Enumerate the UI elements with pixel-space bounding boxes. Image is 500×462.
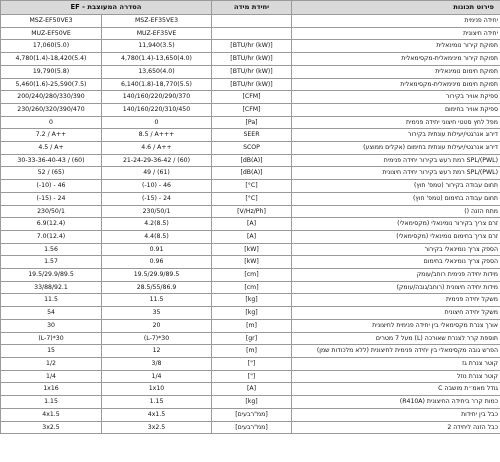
value-ef50: 3x2.5: [1, 421, 102, 434]
value-ef35: 230/50/1: [102, 205, 212, 218]
unit-cell: [BTU/hr (kW)]: [212, 78, 292, 91]
table-row: [1, 345, 500, 358]
value-ef35: MSZ-EF35VE3: [102, 15, 212, 28]
unit-cell: [kg]: [212, 307, 292, 320]
spec-body: [1, 15, 500, 434]
value-ef35: 1.15: [102, 396, 212, 409]
feature-cell: כבל הזנה ליחידה 2: [292, 421, 500, 434]
value-ef50: 1x16: [1, 383, 102, 396]
value-ef50: 6.9(12.4): [1, 218, 102, 231]
value-ef35: 4.2(8.5): [102, 218, 212, 231]
feature-cell: SPL/(PWL) רמת רעש בקירור יחידה חיצונית: [292, 167, 500, 180]
unit-cell: [dB(A)]: [212, 167, 292, 180]
unit-cell: [kg]: [212, 396, 292, 409]
table-row: [1, 180, 500, 193]
feature-cell: מפל לחץ סטטי חיצוני יחידה פנימית: [292, 116, 500, 129]
value-ef35: 19.5/29.9/89.5: [102, 269, 212, 282]
series-header: EF - הסדרה המעוצבת: [1, 1, 212, 15]
value-ef50: 30-33-36-40-43 / (60): [1, 154, 102, 167]
value-ef35: 140/160/220/310/450: [102, 103, 212, 116]
table-row: [1, 218, 500, 231]
table-row: [1, 383, 500, 396]
feature-cell: תפוקת קירור מינימאלית-מקסימאלית: [292, 53, 500, 66]
feature-cell: תוספת קרר לצנרת שאורכה (L) מעל 7 מטרים: [292, 332, 500, 345]
unit-cell: [ממ"רבעים]: [212, 408, 292, 421]
value-ef50: 200/240/280/330/390: [1, 91, 102, 104]
value-ef35: 8.5 / A+++: [102, 129, 212, 142]
table-row: [1, 319, 500, 332]
table-row: [1, 256, 500, 269]
feature-cell: קוטר צנרת גז: [292, 357, 500, 370]
value-ef35: 4x1.5: [102, 408, 212, 421]
table-row: [1, 53, 500, 66]
unit-cell: [cm]: [212, 269, 292, 282]
feature-cell: יחידה פנימית: [292, 15, 500, 28]
feature-cell: כמות קרר ביחידה החיצונית (R410A): [292, 396, 500, 409]
unit-cell: [kg]: [212, 294, 292, 307]
table-row: [1, 116, 500, 129]
unit-cell: SEER: [212, 129, 292, 142]
feature-cell: משקל יחידה פנימית: [292, 294, 500, 307]
unit-cell: SCOP: [212, 142, 292, 155]
value-ef35: (L-7)*30: [102, 332, 212, 345]
value-ef50: 30: [1, 319, 102, 332]
value-ef35: 4.4(8.5): [102, 230, 212, 243]
feature-cell: תחום עבודה בחימום (טמפ' חוץ): [292, 192, 500, 205]
unit-cell: [CFM]: [212, 103, 292, 116]
value-ef50: 7.0(12.4): [1, 230, 102, 243]
value-ef35: 4.6 / A++: [102, 142, 212, 155]
value-ef35: 140/160/220/290/370: [102, 91, 212, 104]
feature-cell: זרם צריך בקירור נומינאלי (מקסימאלי): [292, 218, 500, 231]
feature-cell: תפוקת חימום מינימאלית-מקסימאלית: [292, 78, 500, 91]
value-ef50: 230/260/320/390/470: [1, 103, 102, 116]
value-ef50: 33/88/92.1: [1, 281, 102, 294]
table-row: [1, 91, 500, 104]
table-row: [1, 294, 500, 307]
value-ef35: 49 / (61): [102, 167, 212, 180]
table-row: [1, 205, 500, 218]
table-row: [1, 408, 500, 421]
feature-cell: הספק צריך נומינאלי בקירור: [292, 243, 500, 256]
value-ef35: 11,940(3.5): [102, 40, 212, 53]
table-row: [1, 243, 500, 256]
unit-cell: [kW]: [212, 243, 292, 256]
unit-cell: [m]: [212, 345, 292, 358]
table-row: [1, 269, 500, 282]
feature-cell: מידות יחידה חיצונית (רוחב/גובה/עומק): [292, 281, 500, 294]
table-row: [1, 103, 500, 116]
value-ef50: 19.5/29.9/89.5: [1, 269, 102, 282]
unit-cell: [Pa]: [212, 116, 292, 129]
unit-cell: ["]: [212, 357, 292, 370]
value-ef50: 4,780(1.4)-18,420(5.4): [1, 53, 102, 66]
value-ef35: 12: [102, 345, 212, 358]
feature-cell: זרם צריך בחימום נומינאלי (מקסימאלי): [292, 230, 500, 243]
unit-cell: [kW]: [212, 256, 292, 269]
value-ef50: 230/50/1: [1, 205, 102, 218]
value-ef35: 28.5/55/86.9: [102, 281, 212, 294]
table-row: [1, 357, 500, 370]
feature-cell: מתח הזנה (): [292, 205, 500, 218]
unit-cell: [m]: [212, 319, 292, 332]
value-ef50: (L-7)*30: [1, 332, 102, 345]
value-ef35: MUZ-EF35VE: [102, 27, 212, 40]
table-row: [1, 40, 500, 53]
unit-cell: [212, 27, 292, 40]
feature-cell: גודל מאמ״ת מושבה C: [292, 383, 500, 396]
value-ef50: 52 / (65): [1, 167, 102, 180]
table-row: [1, 396, 500, 409]
unit-cell: [A]: [212, 230, 292, 243]
header-row: [1, 1, 500, 15]
value-ef35: 1/4: [102, 370, 212, 383]
unit-cell: ["]: [212, 370, 292, 383]
feature-cell: ספיקת אוויר בקירור: [292, 91, 500, 104]
value-ef50: 54: [1, 307, 102, 320]
value-ef35: (-15) - 24: [102, 192, 212, 205]
value-ef50: 15: [1, 345, 102, 358]
table-row: [1, 65, 500, 78]
unit-cell: [BTU/hr (kW)]: [212, 40, 292, 53]
value-ef35: 20: [102, 319, 212, 332]
value-ef35: 35: [102, 307, 212, 320]
value-ef35: 13,650(4.0): [102, 65, 212, 78]
unit-cell: [°C]: [212, 180, 292, 193]
value-ef50: 1/4: [1, 370, 102, 383]
table-row: [1, 307, 500, 320]
value-ef35: 3x2.5: [102, 421, 212, 434]
value-ef35: 6,140(1.8)-18,770(5.5): [102, 78, 212, 91]
value-ef50: 4.5 / A+: [1, 142, 102, 155]
value-ef50: 0: [1, 116, 102, 129]
feature-cell: ספיקת אוויר בחימום: [292, 103, 500, 116]
table-row: [1, 78, 500, 91]
unit-cell: [BTU/hr (kW)]: [212, 53, 292, 66]
unit-cell: [cm]: [212, 281, 292, 294]
model-row: [1, 15, 500, 28]
feature-cell: תפוקת חימום נומינאלית: [292, 65, 500, 78]
unit-cell: [ממ"רבעים]: [212, 421, 292, 434]
unit-cell: [dB(A)]: [212, 154, 292, 167]
table-row: [1, 142, 500, 155]
feature-cell: הספק צריך נומינאלי בחימום: [292, 256, 500, 269]
table-row: [1, 281, 500, 294]
feature-cell: מידות יחידה פנימית רוחב/עומק: [292, 269, 500, 282]
value-ef50: 5,460(1.6)-25,590(7.5): [1, 78, 102, 91]
feature-cell: כבל בין יחידות: [292, 408, 500, 421]
unit-cell: [V/Hz/Ph]: [212, 205, 292, 218]
table-row: [1, 332, 500, 345]
table-row: [1, 129, 500, 142]
value-ef50: 1/2: [1, 357, 102, 370]
value-ef50: (-15) - 24: [1, 192, 102, 205]
table-row: [1, 370, 500, 383]
value-ef50: 19,790(5.8): [1, 65, 102, 78]
value-ef35: (-10) - 46: [102, 180, 212, 193]
unit-cell: [212, 15, 292, 28]
value-ef50: 1.56: [1, 243, 102, 256]
unit-cell: [gr]: [212, 332, 292, 345]
feature-cell: הפרש גובה מקסימאלי בין יחידה פנימית לחיצונית (ללא מלכודות שמן): [292, 345, 500, 358]
table-row: [1, 167, 500, 180]
feature-cell: תפוקת קירור נומינאלית: [292, 40, 500, 53]
value-ef35: 0.91: [102, 243, 212, 256]
model-row: [1, 27, 500, 40]
value-ef35: 3/8: [102, 357, 212, 370]
feature-header: פירוט תכונות: [292, 1, 500, 15]
unit-header: יחידת מידה: [212, 1, 292, 15]
value-ef35: 0.96: [102, 256, 212, 269]
feature-cell: דירוג אנרגטי/יעילות עונתית בחימום (אקלים ממוצע): [292, 142, 500, 155]
value-ef50: MSZ-EF50VE3: [1, 15, 102, 28]
table-row: [1, 192, 500, 205]
value-ef35: 11.5: [102, 294, 212, 307]
table-row: [1, 230, 500, 243]
unit-cell: [A]: [212, 383, 292, 396]
value-ef50: 4x1.5: [1, 408, 102, 421]
unit-cell: [BTU/hr (kW)]: [212, 65, 292, 78]
value-ef50: 1.57: [1, 256, 102, 269]
unit-cell: [CFM]: [212, 91, 292, 104]
feature-cell: תחום עבודה בקירור (טמפ' חוץ): [292, 180, 500, 193]
value-ef50: 17,060(5.0): [1, 40, 102, 53]
value-ef35: 1x10: [102, 383, 212, 396]
table-row: [1, 154, 500, 167]
value-ef35: 21-24-29-36-42 / (60): [102, 154, 212, 167]
value-ef50: 1.15: [1, 396, 102, 409]
table-row: [1, 421, 500, 434]
unit-cell: [°C]: [212, 192, 292, 205]
value-ef35: 4,780(1.4)-13,650(4.0): [102, 53, 212, 66]
feature-cell: יחידה חיצונית: [292, 27, 500, 40]
feature-cell: SPL/(PWL) רמת רעש בקירור יחידה פנימית: [292, 154, 500, 167]
value-ef50: 7.2 / A++: [1, 129, 102, 142]
feature-cell: משקל יחידה חיצונית: [292, 307, 500, 320]
feature-cell: קוטר צנרת נוזל: [292, 370, 500, 383]
feature-cell: אורך צנרת מקסימאלי בין יחידה פנימית לחיצונית: [292, 319, 500, 332]
value-ef50: 11.5: [1, 294, 102, 307]
value-ef50: MUZ-EF50VE: [1, 27, 102, 40]
feature-cell: דירוג אנרגטי/יעילות עונתית בקירור: [292, 129, 500, 142]
unit-cell: [A]: [212, 218, 292, 231]
value-ef35: 0: [102, 116, 212, 129]
value-ef50: (-10) - 46: [1, 180, 102, 193]
